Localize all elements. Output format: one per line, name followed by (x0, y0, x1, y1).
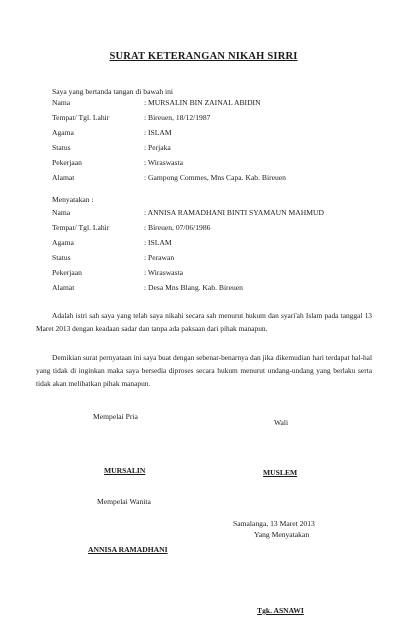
field-value: : Perjaka (144, 143, 171, 152)
field-label: Agama (52, 128, 74, 137)
field-value: : Wiraswasta (144, 268, 183, 277)
field-value: : Perawan (144, 253, 175, 262)
field-label: Status (52, 253, 71, 262)
declarant-label: Yang Menyatakan (254, 530, 310, 539)
field-value: : Gampong Commes, Mns Capa. Kab. Bireuen (144, 173, 286, 182)
field-label: Tempat/ Tgl. Lahir (52, 113, 110, 122)
wali-label: Wali (274, 418, 289, 427)
field-label: Tempat/ Tgl. Lahir (52, 223, 110, 232)
field-value: : Desa Mns Blang. Kab. Bireuen (144, 283, 243, 292)
declarant-name: Tgk. ASNAWI (257, 606, 304, 615)
field-label: Nama (52, 208, 71, 217)
groom-name: MURSALIN (104, 466, 146, 475)
paragraph-closing-statement: Demikian surat pernyataan ini saya buat dengan sebenar-benarnya dan jika dikemudian hari terdapat hal-hal yang tidak di inginkan maka saya bersedia diproses secara hukum menurut undang-undang yang berlaku serta tidak akan melibatkan pihak manapun. (36, 353, 372, 388)
bride-label: Mempelai Wanita (97, 497, 151, 506)
groom-label: Mempelai Pria (93, 412, 138, 421)
document-title: SURAT KETERANGAN NIKAH SIRRI (109, 51, 298, 62)
paragraph-marriage-statement: Adalah istri sah saya yang telah saya nikahi secara sah menurut hukum dan syari'ah Islam pada tanggal 13 Maret 2013 dengan keadaan sadar dan tanpa ada paksaan dari pihak manapun. (36, 311, 372, 333)
field-label: Alamat (52, 173, 75, 182)
place-date: Samalanga, 13 Maret 2013 (233, 519, 315, 528)
declare-text: Menyatakan : (52, 195, 94, 204)
field-value: : MURSALIN BIN ZAINAL ABIDIN (144, 98, 261, 107)
field-label: Nama (52, 98, 71, 107)
field-value: : ANNISA RAMADHANI BINTI SYAMAUN MAHMUD (144, 208, 324, 217)
intro-text: Saya yang bertanda tangan di bawah ini (52, 87, 174, 96)
field-value: : Wiraswasta (144, 158, 183, 167)
field-label: Alamat (52, 283, 75, 292)
field-label: Pekerjaan (52, 268, 82, 277)
field-label: Pekerjaan (52, 158, 82, 167)
field-value: : Bireuen, 07/06/1986 (144, 223, 211, 232)
field-value: : Bireuen, 18/12/1987 (144, 113, 211, 122)
bride-name: ANNISA RAMADHANI (88, 545, 168, 554)
field-value: : ISLAM (144, 238, 172, 247)
field-label: Agama (52, 238, 74, 247)
field-value: : ISLAM (144, 128, 172, 137)
field-label: Status (52, 143, 71, 152)
wali-name: MUSLEM (263, 468, 298, 477)
